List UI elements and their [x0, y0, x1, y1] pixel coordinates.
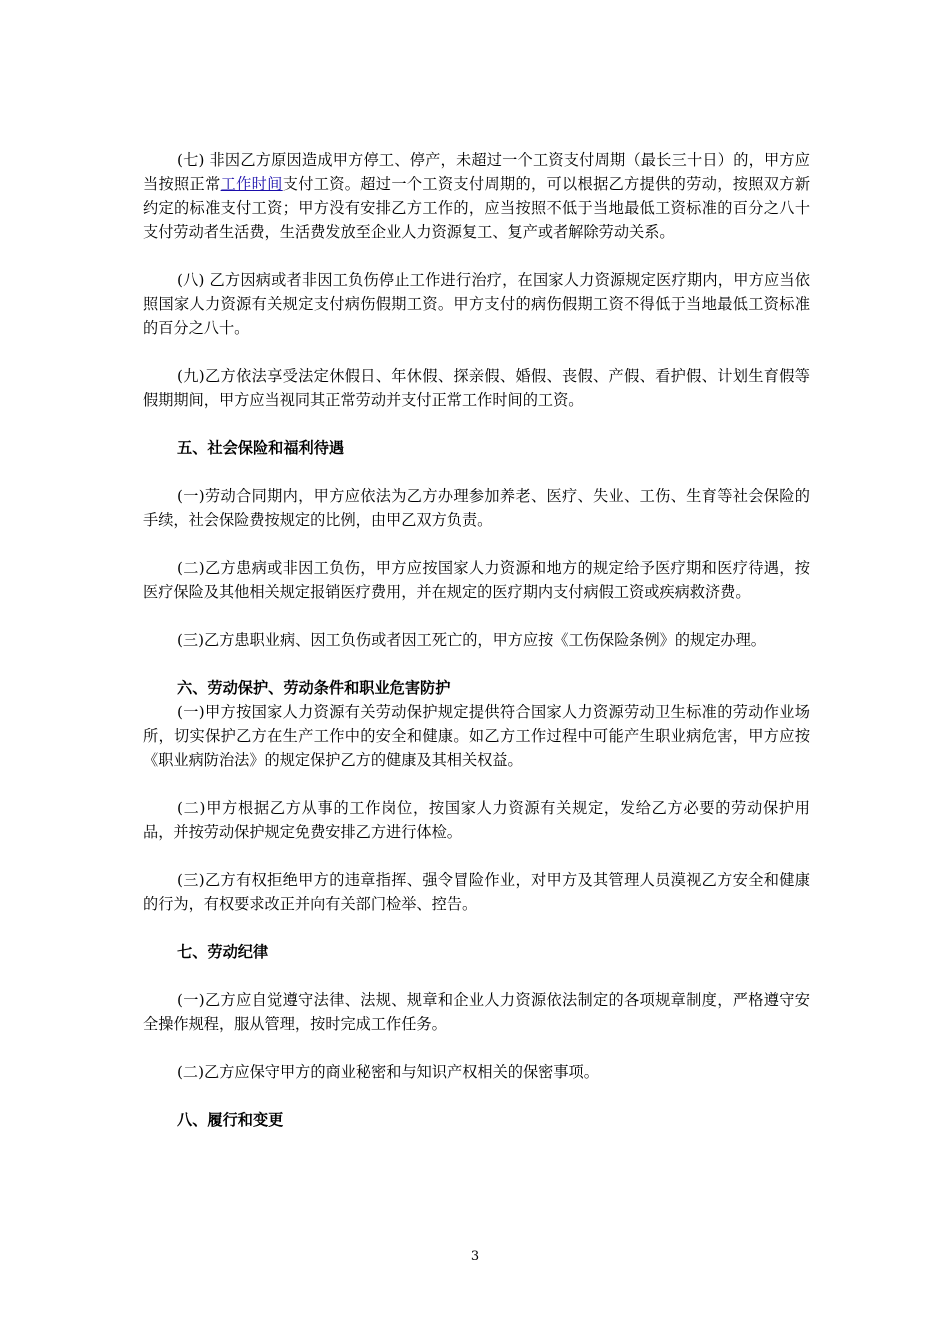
clause-4-7-text-a: (七) 非因乙方原因造成甲方停工、停产，未超过一个工资支付周期（最长三十日）的，甲方应当按照正常 [143, 151, 810, 193]
clause-6-3: (三)乙方有权拒绝甲方的违章指挥、强令冒险作业，对甲方及其管理人员漠视乙方安全和健康的行为，有权要求改正并向有关部门检举、控告。 [143, 871, 810, 913]
section-heading-8: 八、履行和变更 [177, 1111, 284, 1129]
clause-7-2: (二)乙方应保守甲方的商业秘密和与知识产权相关的保密事项。 [177, 1063, 599, 1081]
working-time-link[interactable]: 工作时间 [220, 175, 283, 193]
clause-5-3: (三)乙方患职业病、因工负伤或者因工死亡的，甲方应按《工伤保险条例》的规定办理。 [177, 631, 766, 649]
clause-6-2: (二)甲方根据乙方从事的工作岗位，按国家人力资源有关规定，发给乙方必要的劳动保护用品，并按劳动保护规定免费安排乙方进行体检。 [143, 799, 810, 841]
document-body [143, 148, 810, 1132]
clause-4-7 [143, 148, 810, 244]
clause-4-7-text-b: 支付工资。超过一个工资支付周期的，可以根据乙方提供的劳动，按照双方新约定的标准支付工资；甲方没有安排乙方工作的，应当按照不低于当地最低工资标准的百分之八十支付劳动者生活费，生活费发放至企业人力资源复工、复产或者解除劳动关系。 [143, 175, 811, 241]
section-heading-7: 七、劳动纪律 [177, 943, 269, 961]
page-number: 3 [470, 1249, 480, 1264]
section-heading-5: 五、社会保险和福利待遇 [177, 439, 345, 457]
clause-4-9: (九)乙方依法享受法定休假日、年休假、探亲假、婚假、丧假、产假、看护假、计划生育假等假期期间，甲方应当视同其正常劳动并支付正常工作时间的工资。 [143, 367, 810, 409]
clause-5-1: (一)劳动合同期内，甲方应依法为乙方办理参加养老、医疗、失业、工伤、生育等社会保险的手续，社会保险费按规定的比例，由甲乙双方负责。 [143, 487, 810, 529]
section-heading-6: 六、劳动保护、劳动条件和职业危害防护 [177, 679, 451, 697]
clause-6-1: (一)甲方按国家人力资源有关劳动保护规定提供符合国家人力资源劳动卫生标准的劳动作业场所，切实保护乙方在生产工作中的安全和健康。如乙方工作过程中可能产生职业病危害，甲方应按《职业病防治法》的规定保护乙方的健康及其相关权益。 [143, 703, 810, 769]
clause-4-8: (八) 乙方因病或者非因工负伤停止工作进行治疗，在国家人力资源规定医疗期内，甲方应当依照国家人力资源有关规定支付病伤假期工资。甲方支付的病伤假期工资不得低于当地最低工资标准的百分之八十。 [143, 271, 810, 337]
clause-5-2: (二)乙方患病或非因工负伤，甲方应按国家人力资源和地方的规定给予医疗期和医疗待遇，按医疗保险及其他相关规定报销医疗费用，并在规定的医疗期内支付病假工资或疾病救济费。 [143, 559, 810, 601]
clause-7-1: (一)乙方应自觉遵守法律、法规、规章和企业人力资源依法制定的各项规章制度，严格遵守安全操作规程，服从管理，按时完成工作任务。 [143, 991, 810, 1033]
